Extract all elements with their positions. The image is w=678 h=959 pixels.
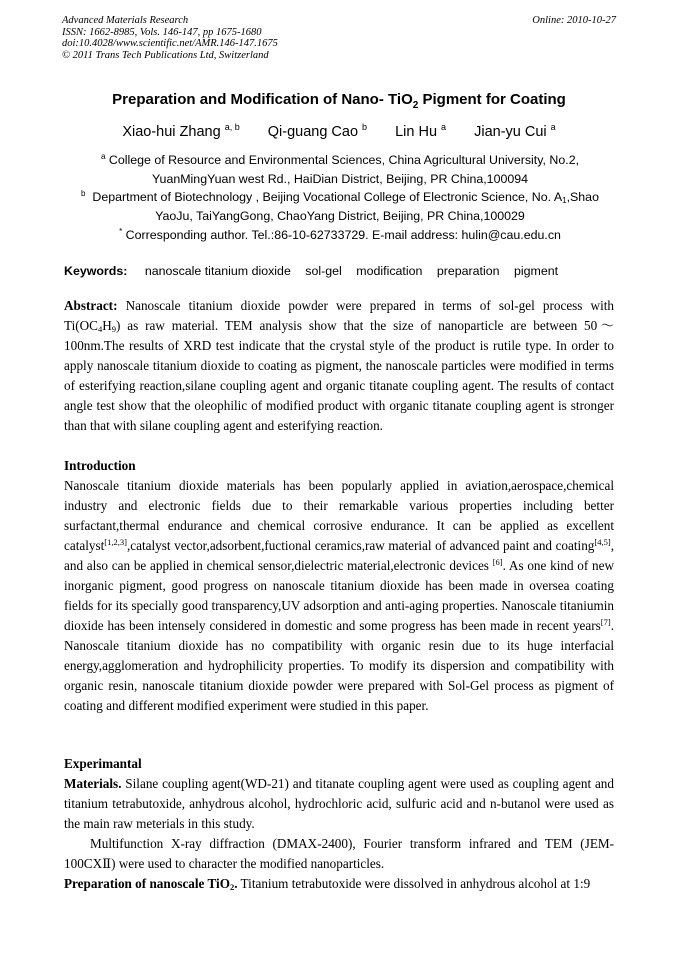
keywords bbox=[64, 264, 569, 278]
experimental-section bbox=[64, 754, 614, 894]
keywords-label: Keywords: bbox=[64, 264, 128, 278]
abstract: Abstract: Nanoscale titanium dioxide powder were prepared in terms of sol-gel process with $Ti(OC_4H_9)$ as raw material. TEM analysis show that the size of nanoparticle are between 50～100nm.The results of XRD test indicate that the crystal style of the product is rutile type. In order to apply nanoscale titanium dioxide to coating as pigment, the nanoscale particles were modified in terms of esterifying reaction,silane coupling agent and organic titanate coupling agent. The results of contact angle test show that the oleophilic of modified product with organic titanate coupling agent is stronger than that with silane coupling agent and esterifying reaction. bbox=[64, 298, 614, 433]
author: Lin Hu $^a$ bbox=[395, 122, 447, 140]
title-text-pre: Preparation and Modification of Nano- TiO bbox=[112, 91, 413, 108]
preparation-paragraph: Preparation of nanoscale TiO$_2$. Titanium tetrabutoxide were dissolved in anhydrous alcohol at 1:9 bbox=[64, 876, 591, 892]
section-heading: Introduction bbox=[64, 458, 136, 473]
title-subscript: 2 bbox=[412, 100, 419, 111]
keyword: modification bbox=[356, 264, 423, 278]
copyright-line: © 2011 Trans Tech Publications Ltd, Switzerland bbox=[62, 49, 269, 61]
section-heading: Experimantal bbox=[64, 756, 142, 771]
paper-title bbox=[0, 91, 678, 111]
citation: [6] bbox=[492, 557, 503, 567]
materials-paragraph: Materials. Silane coupling agent(WD-21) and titanate coupling agent were used as coupling agent and titanium tetrabutoxide, anhydrous alcohol, hydrochloric acid, sulfuric acid and n-butanol were used as the main raw meterials in this study. bbox=[64, 776, 614, 831]
author: Xiao-hui Zhang $^{a, b}$ bbox=[122, 122, 240, 140]
keyword: nanoscale titanium dioxide bbox=[144, 264, 291, 278]
author-list bbox=[0, 124, 678, 140]
title-text-post: Pigment for Coating bbox=[418, 91, 566, 108]
doi-line: doi:10.4028/www.scientific.net/AMR.146-147.1675 bbox=[62, 38, 278, 49]
online-date: Online: 2010-10-27 bbox=[532, 15, 616, 26]
issn-line: ISSN: 1662-8985, Vols. 146-147, pp 1675-1680 bbox=[62, 26, 262, 38]
citation: [7] bbox=[600, 617, 611, 627]
instruments-paragraph: Multifunction X-ray diffraction (DMAX-2400), Fourier transform infrared and TEM (JEM-100CXⅡ) were used to character the modified nanoparticles. bbox=[64, 836, 614, 871]
affiliation-b: $^b$ Department of Biotechnology , Beijing Vocational College of Electronic Science, No. $A_1,Shao$ YaoJu, TaiYangGong, ChaoYang District, Beijing, PR China,100029 bbox=[81, 189, 599, 223]
citation: [4,5] bbox=[594, 537, 611, 547]
author: Qi-guang Cao $^b$ bbox=[267, 122, 368, 140]
keyword: preparation bbox=[436, 264, 500, 278]
abstract-label: Abstract: bbox=[64, 298, 118, 313]
author: Jian-yu Cui $^a$ bbox=[474, 122, 556, 140]
corresponding-author: * Corresponding author. Tel.:86-10-62733729. E-mail address: hulin@cau.edu.cn bbox=[119, 227, 561, 242]
introduction-section bbox=[64, 456, 614, 716]
citation: [1,2,3] bbox=[104, 537, 127, 547]
journal-name: Advanced Materials Research bbox=[62, 15, 189, 26]
keyword: sol-gel bbox=[305, 264, 342, 278]
introduction-paragraph: Nanoscale titanium dioxide materials has been popularly applied in aviation,aerospace,chemical industry and electronic fields due to their remarkable various properties including better surfactant,thermal endurance and chemical corrosive endurance. It can be applied as excellent catalyst[1,2,3],catalyst vector,adsorbent,fuctional ceramics,raw material of advanced paint and coating[4,5], and also can be applied in chemical sensor,dielectric material,electronic devices [6]. As one kind of new inorganic pigment, good progress on nanoscale titanium dioxide has been made in oversea coating fields for its specially good transparency,UV adsorption and anti-aging properties. Nanoscale titaniumin dioxide has been intensely considered in domestic and some progress has been made in recent years[7]. Nanoscale titanium dioxide has no compatibility with organic resin due to its huge interfacial energy,agglomeration and hydrophilicity properties. To modify its dispersion and compatibility with organic resin, nanoscale titanium dioxide powder were prepared with Sol-Gel process as pigment of coating and different modified experiment were studied in this paper. bbox=[64, 478, 614, 713]
affiliation-a: $^a$ College of Resource and Environmental Sciences, China Agricultural University, No.2, YuanMingYuan west Rd., HaiDian District, Beijing, PR China,100094 bbox=[100, 152, 580, 186]
keyword: pigment bbox=[513, 264, 559, 278]
